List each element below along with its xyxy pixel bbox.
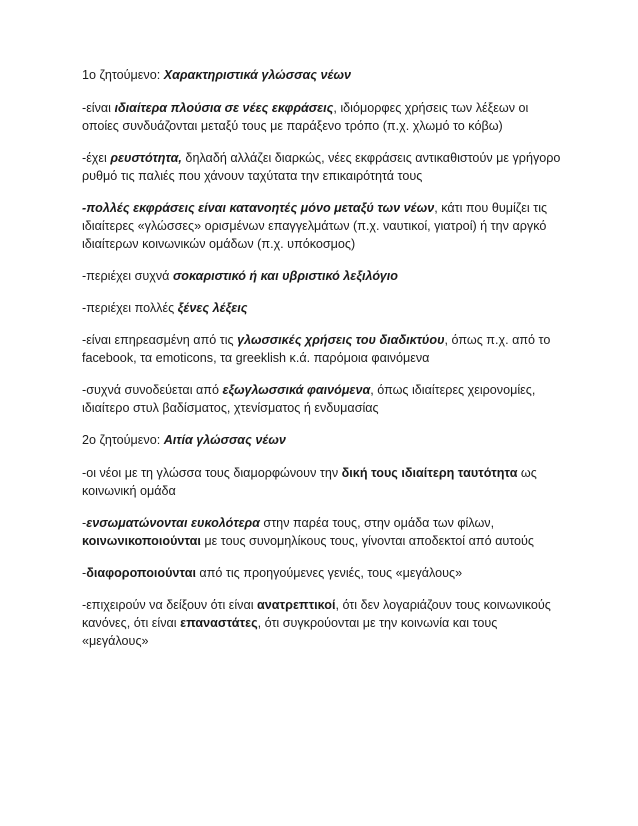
bold-segment: διαφοροποιούνται xyxy=(86,566,196,580)
heading-prefix: 2ο ζητούμενο: xyxy=(82,433,164,447)
text-segment: -είναι επηρεασμένη από τις xyxy=(82,333,238,347)
text-segment: -είναι xyxy=(82,101,115,115)
text-segment: ως κοινωνική ομάδα xyxy=(82,466,537,498)
text-segment: από τις προηγούμενες γενιές, τους «μεγάλους» xyxy=(195,566,463,580)
text-segment: δηλαδή αλλάζει διαρκώς, νέες εκφράσεις αντικαθιστούν με γρήγορο ρυθμό τις παλιές που χάνουν ταχύτατα την επικαιρότητά τους xyxy=(82,151,561,183)
emphasis-segment: ρευστότητα, xyxy=(110,151,182,165)
text-segment: - xyxy=(82,566,87,580)
text-segment: -επιχειρούν να δείξουν ότι είναι xyxy=(82,598,258,612)
paragraph-shocking-vocabulary xyxy=(82,267,562,285)
heading-title: Αιτία γλώσσας νέων xyxy=(163,433,286,447)
bold-segment: κοινωνικοποιούνται xyxy=(82,534,201,548)
bold-segment: ανατρεπτικοί xyxy=(257,598,336,612)
text-segment: -οι νέοι με τη γλώσσα τους διαμορφώνουν την xyxy=(82,466,342,480)
paragraph-understood-among-youth xyxy=(82,199,562,253)
emphasis-segment: ιδιαίτερα πλούσια σε νέες εκφράσεις xyxy=(114,101,334,115)
emphasis-segment: σοκαριστικό ή και υβριστικό λεξιλόγιο xyxy=(172,269,398,283)
heading-goal-2 xyxy=(82,431,562,449)
paragraph-integration xyxy=(82,514,562,550)
emphasis-segment: ξένες λέξεις xyxy=(177,301,248,315)
emphasis-segment: ενσωματώνονται ευκολότερα xyxy=(86,516,260,530)
text-segment: με τους συνομηλίκους τους, γίνονται αποδεκτοί από αυτούς xyxy=(200,534,534,548)
document-page xyxy=(82,66,562,664)
text-segment: -έχει xyxy=(82,151,111,165)
text-segment: - xyxy=(82,516,87,530)
text-segment: , ότι δεν λογαριάζουν τους κοινωνικούς κανόνες, ότι είναι xyxy=(82,598,551,630)
paragraph-rebellion xyxy=(82,596,562,650)
paragraph-fluidity xyxy=(82,149,562,185)
paragraph-differentiation xyxy=(82,564,562,582)
bold-segment: επαναστάτες xyxy=(180,616,258,630)
paragraph-foreign-words xyxy=(82,299,562,317)
text-segment: , ότι συγκρούονται με την κοινωνία και τους «μεγάλους» xyxy=(82,616,498,648)
heading-prefix: 1ο ζητούμενο: xyxy=(82,68,164,82)
emphasis-segment: γλωσσικές χρήσεις του διαδικτύου xyxy=(237,333,445,347)
paragraph-identity xyxy=(82,464,562,500)
paragraph-internet-usage xyxy=(82,331,562,367)
paragraph-rich-expressions xyxy=(82,99,562,135)
text-segment: , κάτι που θυμίζει τις ιδιαίτερες «γλώσσες» ορισμένων επαγγελμάτων (π.χ. ναυτικοί, γιατροί) ή την αργκό ιδιαίτερων κοινωνικών ομάδων (π.χ. υπόκοσμος) xyxy=(82,201,548,251)
bold-segment: δική τους ιδιαίτερη ταυτότητα xyxy=(341,466,518,480)
emphasis-segment: εξωγλωσσικά φαινόμενα xyxy=(222,383,371,397)
emphasis-segment: -πολλές εκφράσεις είναι κατανοητές μόνο μεταξύ των νέων xyxy=(82,201,435,215)
text-segment: , όπως ιδιαίτερες χειρονομίες, ιδιαίτερο στυλ βαδίσματος, χτενίσματος ή ενδυμασίας xyxy=(82,383,536,415)
text-segment: -περιέχει συχνά xyxy=(82,269,173,283)
text-segment: , ιδιόμορφες χρήσεις των λέξεων οι οποίες συνδυάζονται μεταξύ τους με παράξενο τρόπο (π.χ. χλωμό το κόβω) xyxy=(82,101,529,133)
text-segment: , όπως π.χ. από το facebook, τα emoticons, τα greeklish κ.ά. παρόμοια φαινόμενα xyxy=(82,333,551,365)
text-segment: -περιέχει πολλές xyxy=(82,301,178,315)
paragraph-extralinguistic xyxy=(82,381,562,417)
heading-title: Χαρακτηριστικά γλώσσας νέων xyxy=(163,68,352,82)
text-segment: -συχνά συνοδεύεται από xyxy=(82,383,223,397)
heading-goal-1 xyxy=(82,66,562,84)
text-segment: στην παρέα τους, στην ομάδα των φίλων, xyxy=(259,516,495,530)
